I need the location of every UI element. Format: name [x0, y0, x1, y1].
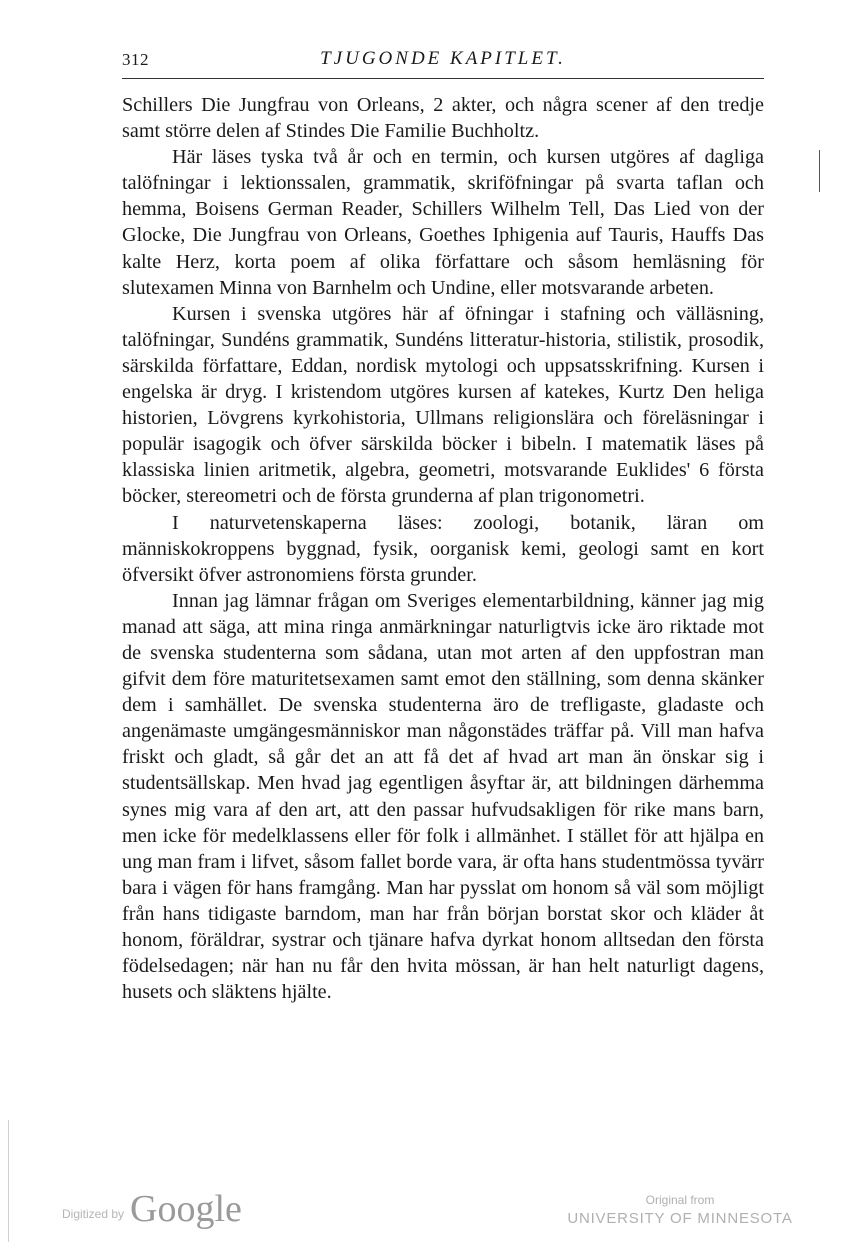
paragraph-3: Kursen i svenska utgöres här af öfningar i stafning och välläsning, talöfningar, Sundéns grammatik, Sundéns litteratur-historia, stilistik, prosodik, särskilda författare, Eddan, nordisk mytologi och uppsatsskrifning. Kursen i engelska är dryg. I kristendom utgöres kursen af katekes, Kurtz Den heliga historien, Lövgrens kyrkohistoria, Ullmans religionslära och föreläsningar i populär isagogik och öfver särskilda böcker i bibeln. I matematik läses på klassiska linien aritmetik, algebra, geometri, motsvarande Euklides' 6 första böcker, stereometri och de första grunderna af plan trigonometri.: [122, 302, 764, 508]
scan-edge-line: [8, 1120, 9, 1242]
page-header: [122, 46, 764, 76]
original-from-watermark: [560, 1192, 800, 1230]
page-number: 312: [122, 50, 149, 69]
paragraph-1: Schillers Die Jungfrau von Orleans, 2 akter, och några scener af den tredje samt större delen af Stindes Die Familie Buchholtz.: [122, 94, 764, 143]
institution-name: UNIVERSITY OF MINNESOTA: [567, 1210, 793, 1227]
paragraph-2: Här läses tyska två år och en termin, och kursen utgöres af dagliga talöfningar i lektionssalen, grammatik, skriföfningar på svarta taflan och hemma, Boisens German Reader, Schillers Wilhelm Tell, Das Lied von der Glocke, Die Jungfrau von Orleans, Goethes Iphigenia auf Tauris, Hauffs Das kalte Herz, korta poem af olika författare och såsom hemläsning för slutexamen Minna von Barnhelm och Undine, eller motsvarande arbeten.: [122, 146, 764, 299]
digitized-by-label: Digitized by: [62, 1207, 125, 1221]
google-logo: Google: [130, 1188, 242, 1230]
margin-mark: [819, 150, 820, 192]
body-text: [122, 92, 764, 1005]
running-title: TJUGONDE KAPITLET.: [320, 48, 566, 69]
paragraph-4: I naturvetenskaperna läses: zoologi, botanik, läran om människokroppens byggnad, fysik, oorganisk kemi, geologi samt en kort öfversikt öfver astronomiens första grunder.: [122, 511, 764, 586]
digitized-by-watermark: [62, 1184, 242, 1234]
original-from-label: Original from: [645, 1193, 715, 1207]
paragraph-5: Innan jag lämnar frågan om Sveriges elementarbildning, känner jag mig manad att säga, att mina ringa anmärkningar naturligtvis icke äro riktade mot de svenska studenterna som sådana, utan mot arten af den uppfostran man gifvit dem före maturitetsexamen samt emot den ställning, som denna skänker dem i samhället. De svenska studenterna äro de trefligaste, gladaste och angenämaste umgängesmänniskor man någonstädes träffar på. Vill man hafva friskt och gladt, så går det an att få det af hvad art man än önskar sig i studentsällskap. Men hvad jag egentligen åsyftar är, att bildningen därhemma synes mig vara af den art, att den passar hufvudsakligen för rike mans barn, men icke för medelklassens eller för folk i allmänhet. I stället för att hjälpa en ung man fram i lifvet, såsom fallet borde vara, är ofta hans studentmössa tyvärr bara i vägen för hans framgång. Man har pysslat om honom så väl som möjligt från hans tidigaste barndom, man har från början borstat skor och kläder åt honom, föräldrar, systrar och tjänare hafva dyrkat honom alltsedan den första födelsedagen; när han nu får den hvita mössan, är han helt naturligt dagens, husets och släktens hjälte.: [122, 589, 764, 1004]
header-rule: [122, 78, 764, 79]
